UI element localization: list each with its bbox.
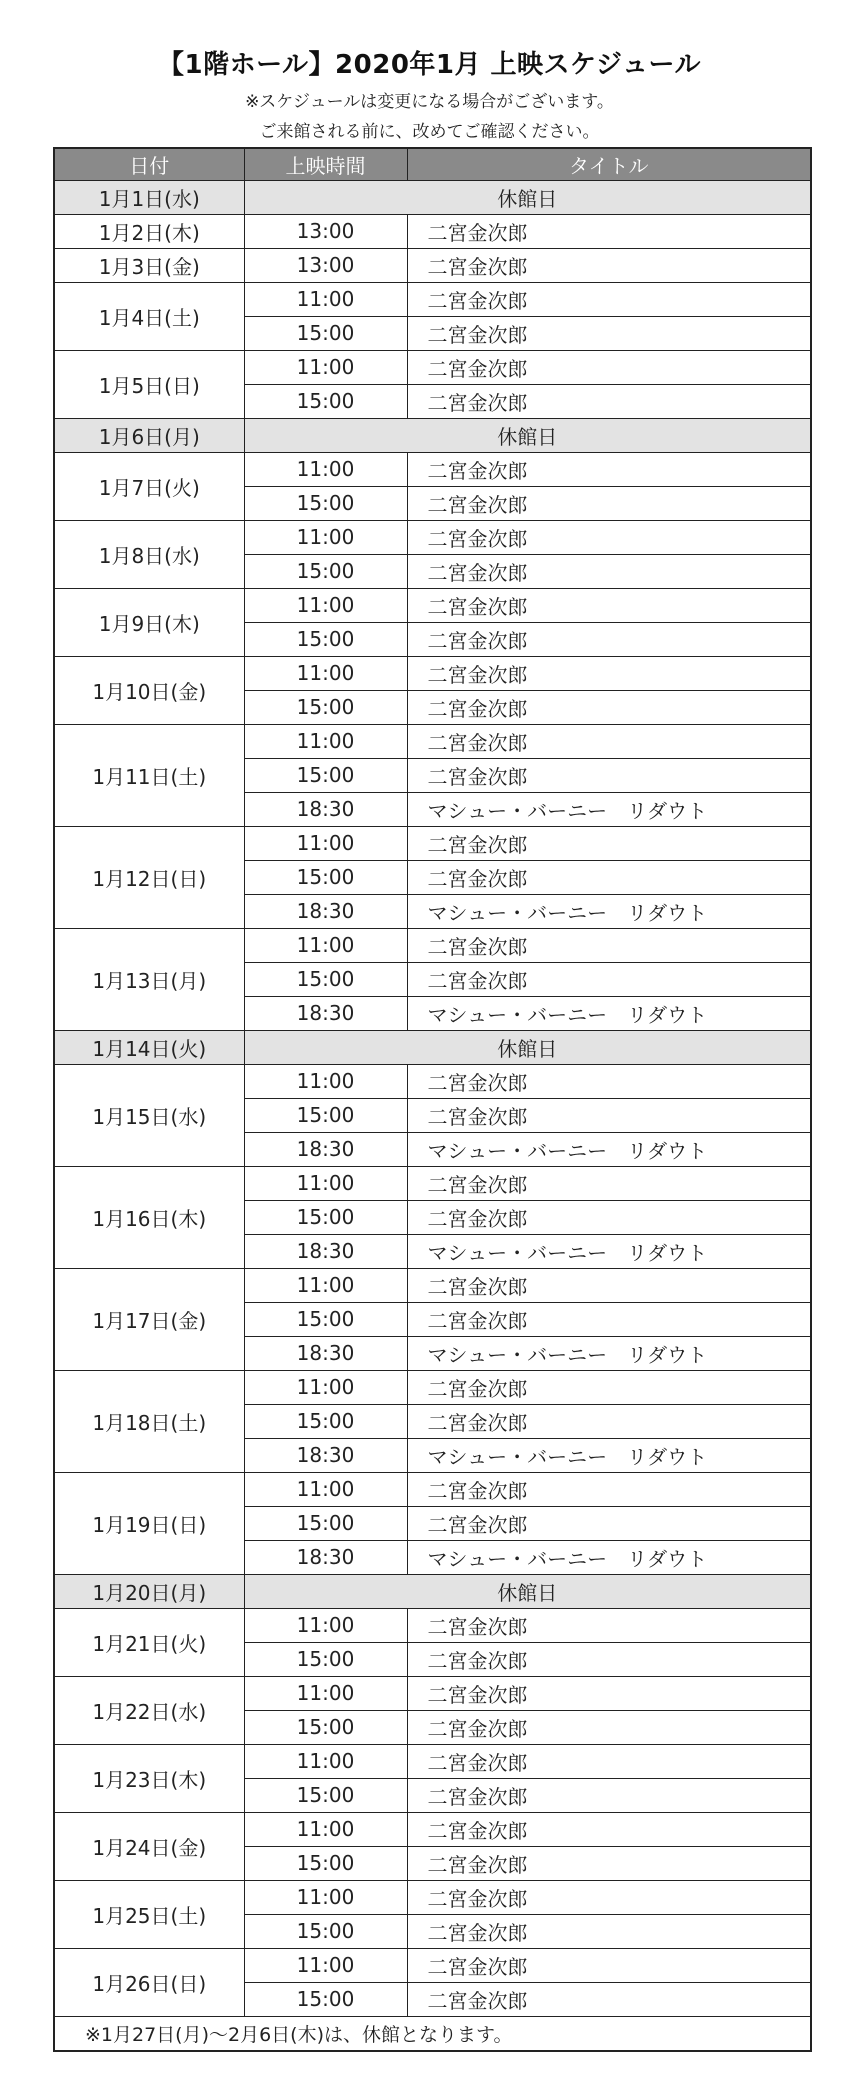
film-title-cell: 二宮金次郎 <box>407 316 811 350</box>
date-cell: 1月2日(木) <box>54 214 244 248</box>
showtime-cell: 11:00 <box>244 1676 407 1710</box>
closed-label: 休館日 <box>244 418 811 452</box>
film-title-cell: 二宮金次郎 <box>407 1642 811 1676</box>
showtime-cell: 15:00 <box>244 1200 407 1234</box>
film-title-cell: 二宮金次郎 <box>407 486 811 520</box>
date-cell: 1月12日(日) <box>54 826 244 928</box>
showtime-cell: 18:30 <box>244 1438 407 1472</box>
date-cell: 1月19日(日) <box>54 1472 244 1574</box>
showtime-row <box>54 1608 811 1642</box>
date-cell: 1月13日(月) <box>54 928 244 1030</box>
showtime-row <box>54 1268 811 1302</box>
film-title-cell: マシュー・バーニー リダウト <box>407 1336 811 1370</box>
showtime-row <box>54 656 811 690</box>
film-title-cell: 二宮金次郎 <box>407 1404 811 1438</box>
film-title-cell: 二宮金次郎 <box>407 554 811 588</box>
showtime-row <box>54 1370 811 1404</box>
showtime-cell: 11:00 <box>244 1880 407 1914</box>
date-cell: 1月7日(火) <box>54 452 244 520</box>
closed-day-row <box>54 1574 811 1608</box>
film-title-cell: 二宮金次郎 <box>407 1166 811 1200</box>
film-title-cell: 二宮金次郎 <box>407 724 811 758</box>
film-title-cell: 二宮金次郎 <box>407 1676 811 1710</box>
showtime-cell: 15:00 <box>244 622 407 656</box>
showtime-cell: 11:00 <box>244 1608 407 1642</box>
film-title-cell: マシュー・バーニー リダウト <box>407 996 811 1030</box>
showtime-row <box>54 1064 811 1098</box>
closed-day-row <box>54 180 811 214</box>
showtime-cell: 15:00 <box>244 1506 407 1540</box>
date-cell: 1月15日(水) <box>54 1064 244 1166</box>
showtime-cell: 18:30 <box>244 1132 407 1166</box>
film-title-cell: 二宮金次郎 <box>407 826 811 860</box>
date-cell: 1月11日(土) <box>54 724 244 826</box>
showtime-cell: 11:00 <box>244 452 407 486</box>
film-title-cell: マシュー・バーニー リダウト <box>407 894 811 928</box>
film-title-cell: 二宮金次郎 <box>407 1914 811 1948</box>
showtime-cell: 15:00 <box>244 1710 407 1744</box>
showtime-row <box>54 724 811 758</box>
showtime-cell: 13:00 <box>244 214 407 248</box>
showtime-cell: 15:00 <box>244 962 407 996</box>
film-title-cell: 二宮金次郎 <box>407 1778 811 1812</box>
showtime-cell: 15:00 <box>244 1302 407 1336</box>
film-title-cell: マシュー・バーニー リダウト <box>407 1438 811 1472</box>
film-title-cell: 二宮金次郎 <box>407 1608 811 1642</box>
showtime-row <box>54 350 811 384</box>
table-header <box>54 148 811 180</box>
showtime-row <box>54 1812 811 1846</box>
showtime-cell: 11:00 <box>244 1472 407 1506</box>
showtime-cell: 18:30 <box>244 1540 407 1574</box>
film-title-cell: 二宮金次郎 <box>407 656 811 690</box>
showtime-cell: 15:00 <box>244 1642 407 1676</box>
showtime-row <box>54 1166 811 1200</box>
showtime-row <box>54 452 811 486</box>
film-title-cell: 二宮金次郎 <box>407 1098 811 1132</box>
date-cell: 1月18日(土) <box>54 1370 244 1472</box>
film-title-cell: 二宮金次郎 <box>407 1472 811 1506</box>
showtime-row <box>54 928 811 962</box>
film-title-cell: 二宮金次郎 <box>407 350 811 384</box>
film-title-cell: 二宮金次郎 <box>407 928 811 962</box>
film-title-cell: マシュー・バーニー リダウト <box>407 1540 811 1574</box>
closure-footnote: ※1月27日(月)〜2月6日(木)は、休館となります。 <box>54 2016 811 2051</box>
film-title-cell: 二宮金次郎 <box>407 452 811 486</box>
schedule-table <box>53 147 812 2052</box>
date-cell: 1月21日(火) <box>54 1608 244 1676</box>
film-title-cell: 二宮金次郎 <box>407 384 811 418</box>
showtime-cell: 18:30 <box>244 792 407 826</box>
film-title-cell: 二宮金次郎 <box>407 1302 811 1336</box>
film-title-cell: 二宮金次郎 <box>407 520 811 554</box>
film-title-cell: 二宮金次郎 <box>407 282 811 316</box>
showtime-cell: 18:30 <box>244 996 407 1030</box>
date-cell: 1月22日(水) <box>54 1676 244 1744</box>
showtime-cell: 15:00 <box>244 316 407 350</box>
film-title-cell: 二宮金次郎 <box>407 690 811 724</box>
confirm-before-visit-note: ご来館される前に、改めてご確認ください。 <box>259 122 600 142</box>
showtime-cell: 15:00 <box>244 860 407 894</box>
film-title-cell: 二宮金次郎 <box>407 622 811 656</box>
showtime-cell: 15:00 <box>244 1404 407 1438</box>
date-cell: 1月20日(月) <box>54 1574 244 1608</box>
showtime-cell: 11:00 <box>244 1744 407 1778</box>
date-cell: 1月9日(木) <box>54 588 244 656</box>
showtime-cell: 15:00 <box>244 758 407 792</box>
showtime-row <box>54 1472 811 1506</box>
showtime-cell: 15:00 <box>244 1846 407 1880</box>
showtime-cell: 11:00 <box>244 282 407 316</box>
showtime-cell: 11:00 <box>244 928 407 962</box>
closed-label: 休館日 <box>244 180 811 214</box>
closed-day-row <box>54 1030 811 1064</box>
date-cell: 1月17日(金) <box>54 1268 244 1370</box>
showtime-cell: 11:00 <box>244 656 407 690</box>
film-title-cell: 二宮金次郎 <box>407 248 811 282</box>
showtime-row <box>54 520 811 554</box>
film-title-cell: 二宮金次郎 <box>407 588 811 622</box>
closed-day-row <box>54 418 811 452</box>
showtime-row <box>54 282 811 316</box>
schedule-change-note: ※スケジュールは変更になる場合がございます。 <box>245 92 614 112</box>
showtime-row <box>54 1880 811 1914</box>
showtime-cell: 18:30 <box>244 1336 407 1370</box>
date-cell: 1月25日(土) <box>54 1880 244 1948</box>
date-cell: 1月8日(水) <box>54 520 244 588</box>
film-title-cell: 二宮金次郎 <box>407 1880 811 1914</box>
date-cell: 1月4日(土) <box>54 282 244 350</box>
showtime-cell: 11:00 <box>244 1268 407 1302</box>
film-title-cell: 二宮金次郎 <box>407 1982 811 2016</box>
showtime-cell: 18:30 <box>244 894 407 928</box>
film-title-cell: 二宮金次郎 <box>407 962 811 996</box>
showtime-cell: 15:00 <box>244 384 407 418</box>
date-cell: 1月26日(日) <box>54 1948 244 2016</box>
showtime-row <box>54 588 811 622</box>
header-row <box>54 148 811 180</box>
showtime-row <box>54 1676 811 1710</box>
film-title-cell: 二宮金次郎 <box>407 1812 811 1846</box>
film-title-cell: 二宮金次郎 <box>407 1846 811 1880</box>
date-cell: 1月3日(金) <box>54 248 244 282</box>
showtime-cell: 11:00 <box>244 1948 407 1982</box>
showtime-row <box>54 826 811 860</box>
date-cell: 1月24日(金) <box>54 1812 244 1880</box>
showtime-cell: 13:00 <box>244 248 407 282</box>
column-header-showtime: 上映時間 <box>244 148 407 180</box>
date-cell: 1月23日(木) <box>54 1744 244 1812</box>
showtime-cell: 15:00 <box>244 1098 407 1132</box>
showtime-cell: 11:00 <box>244 1812 407 1846</box>
date-cell: 1月1日(水) <box>54 180 244 214</box>
closed-label: 休館日 <box>244 1030 811 1064</box>
showtime-cell: 11:00 <box>244 826 407 860</box>
column-header-title: タイトル <box>407 148 811 180</box>
film-title-cell: マシュー・バーニー リダウト <box>407 1234 811 1268</box>
showtime-cell: 15:00 <box>244 690 407 724</box>
showtime-row <box>54 1948 811 1982</box>
table-footer <box>54 2016 811 2051</box>
film-title-cell: 二宮金次郎 <box>407 758 811 792</box>
film-title-cell: マシュー・バーニー リダウト <box>407 1132 811 1166</box>
showtime-cell: 15:00 <box>244 1982 407 2016</box>
film-title-cell: 二宮金次郎 <box>407 1268 811 1302</box>
closed-label: 休館日 <box>244 1574 811 1608</box>
showtime-cell: 11:00 <box>244 350 407 384</box>
footnote-row <box>54 2016 811 2051</box>
showtime-row <box>54 214 811 248</box>
showtime-cell: 11:00 <box>244 1166 407 1200</box>
date-cell: 1月5日(日) <box>54 350 244 418</box>
showtime-cell: 18:30 <box>244 1234 407 1268</box>
showtime-cell: 11:00 <box>244 724 407 758</box>
date-cell: 1月16日(木) <box>54 1166 244 1268</box>
showtime-cell: 11:00 <box>244 520 407 554</box>
film-title-cell: 二宮金次郎 <box>407 214 811 248</box>
showtime-cell: 15:00 <box>244 554 407 588</box>
film-title-cell: 二宮金次郎 <box>407 1506 811 1540</box>
date-cell: 1月6日(月) <box>54 418 244 452</box>
date-cell: 1月10日(金) <box>54 656 244 724</box>
column-header-date: 日付 <box>54 148 244 180</box>
showtime-cell: 15:00 <box>244 486 407 520</box>
film-title-cell: 二宮金次郎 <box>407 1370 811 1404</box>
showtime-cell: 15:00 <box>244 1778 407 1812</box>
showtime-cell: 15:00 <box>244 1914 407 1948</box>
film-title-cell: 二宮金次郎 <box>407 1064 811 1098</box>
table-body <box>54 180 811 2016</box>
page-title: 【1階ホール】2020年1月 上映スケジュール <box>157 50 702 80</box>
showtime-cell: 11:00 <box>244 588 407 622</box>
film-title-cell: マシュー・バーニー リダウト <box>407 792 811 826</box>
film-title-cell: 二宮金次郎 <box>407 1744 811 1778</box>
film-title-cell: 二宮金次郎 <box>407 860 811 894</box>
film-title-cell: 二宮金次郎 <box>407 1200 811 1234</box>
film-title-cell: 二宮金次郎 <box>407 1948 811 1982</box>
film-title-cell: 二宮金次郎 <box>407 1710 811 1744</box>
date-cell: 1月14日(火) <box>54 1030 244 1064</box>
showtime-cell: 11:00 <box>244 1064 407 1098</box>
showtime-row <box>54 1744 811 1778</box>
showtime-cell: 11:00 <box>244 1370 407 1404</box>
showtime-row <box>54 248 811 282</box>
